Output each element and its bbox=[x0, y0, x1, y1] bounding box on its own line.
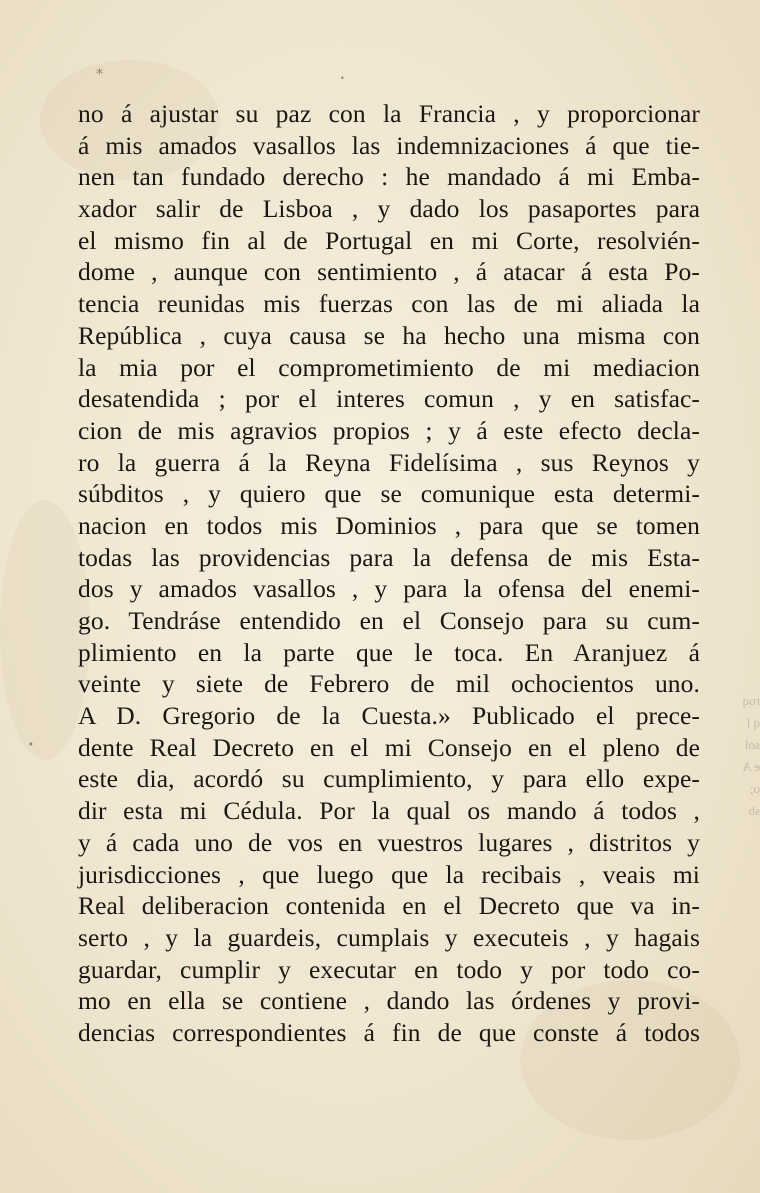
text-line: República , cuya causa se ha hecho una misma con bbox=[78, 320, 700, 350]
text-line: Real deliberacion contenida en el Decreto que va in- bbox=[78, 891, 700, 921]
text-line: dos y amados vasallos , y para la ofensa del enemi- bbox=[78, 574, 700, 604]
text-line: plimiento en la parte que le toca. En Aranjuez á bbox=[78, 637, 700, 667]
text-line: A D. Gregorio de la Cuesta.» Publicado el prece- bbox=[78, 701, 700, 731]
text-line: el mismo fin al de Portugal en mi Corte, resolvién- bbox=[78, 225, 700, 255]
text-line: á mis amados vasallos las indemnizaciones á que tie- bbox=[78, 130, 700, 160]
ink-speck: ⁎ bbox=[96, 62, 103, 78]
text-line: dencias correspondientes á fin de que conste á todos bbox=[78, 1017, 700, 1047]
text-line: nen tan fundado derecho : he mandado á mi Emba- bbox=[78, 162, 700, 192]
text-line: serto , y la guardeis, cumplais y executeis , y hagais bbox=[78, 922, 700, 952]
text-line: desatendida ; por el interes comun , y en satisfac- bbox=[78, 384, 700, 414]
text-line: mo en ella se contiene , dando las órdenes y provi- bbox=[78, 986, 700, 1016]
text-line: y á cada uno de vos en vuestros lugares , distritos y bbox=[78, 827, 700, 857]
text-line: dir esta mi Cédula. Por la qual os mando á todos , bbox=[78, 796, 700, 826]
text-line: la mia por el comprometimiento de mi mediacion bbox=[78, 352, 700, 382]
text-line: súbditos , y quiero que se comunique esta determi- bbox=[78, 479, 700, 509]
text-line: dente Real Decreto en el mi Consejo en el pleno de bbox=[78, 732, 700, 762]
text-line: ro la guerra á la Reyna Fidelísima , sus Reynos y bbox=[78, 447, 700, 477]
text-line: go. Tendráse entendido en el Consejo para su cum- bbox=[78, 606, 700, 635]
text-line: guardar, cumplir y executar en todo y por todo co- bbox=[78, 954, 700, 984]
text-line: xador salir de Lisboa , y dado los pasaportes para bbox=[78, 194, 700, 224]
bleed-through-text: roq q l sol e A o; sb bbox=[742, 693, 760, 818]
text-line: veinte y siete de Febrero de mil ochocientos uno. bbox=[78, 669, 700, 699]
text-line: dome , aunque con sentimiento , á atacar á esta Po- bbox=[78, 257, 700, 287]
text-line: no á ajustar su paz con la Francia , y proporcionar bbox=[78, 99, 700, 128]
paper-stain bbox=[0, 500, 90, 760]
text-line: todas las providencias para la defensa de mis Esta- bbox=[78, 542, 700, 572]
text-line: nacion en todos mis Dominios , para que se tomen bbox=[78, 510, 700, 540]
body-text bbox=[78, 98, 700, 1049]
text-line: jurisdicciones , que luego que la recibais , veais mi bbox=[78, 859, 700, 889]
ink-speck: • bbox=[340, 74, 345, 83]
text-line: este dia, acordó su cumplimiento, y para ello expe- bbox=[78, 764, 700, 794]
ink-speck: • bbox=[28, 740, 34, 751]
text-line: cion de mis agravios propios ; y á este efecto decla- bbox=[78, 415, 700, 445]
text-line: tencia reunidas mis fuerzas con las de mi aliada la bbox=[78, 289, 700, 319]
